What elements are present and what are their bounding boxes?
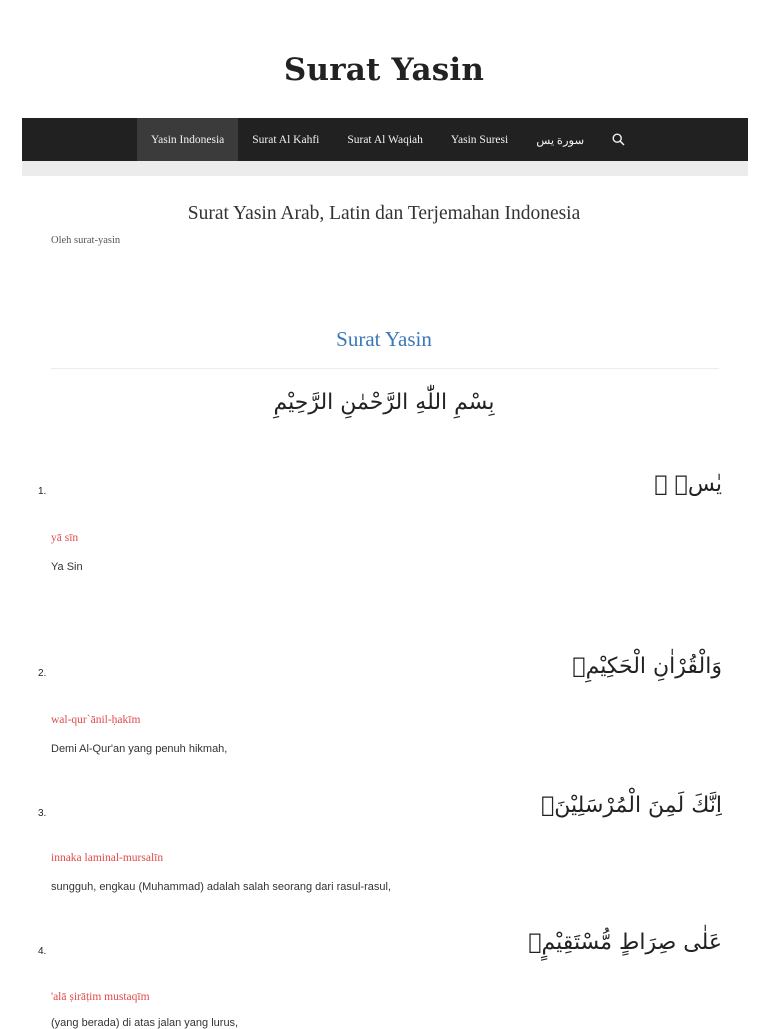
nav-item-yasin-indonesia[interactable]: Yasin Indonesia: [137, 118, 238, 161]
basmala: بِسْمِ اللّٰهِ الرَّحْمٰنِ الرَّحِيْمِ: [273, 390, 495, 415]
search-button[interactable]: [598, 118, 639, 161]
verse-translation: Demi Al-Qur'an yang penuh hikmah,: [51, 743, 228, 755]
verse-number: 3.: [38, 808, 47, 819]
main-navigation: [22, 118, 748, 161]
search-icon: [612, 133, 625, 146]
verse-arabic: وَالْقُرْاٰنِ الْحَكِيْمِۙ: [572, 654, 722, 679]
verse-latin: innaka laminal-mursalīn: [51, 852, 164, 864]
verse-arabic: عَلٰى صِرَاطٍ مُّسْتَقِيْمٍۗ: [528, 930, 722, 955]
nav-item-surah-yasin-arabic[interactable]: سورة يس: [536, 134, 585, 147]
nav-subbar: [22, 161, 748, 176]
nav-item-yasin-suresi[interactable]: Yasin Suresi: [450, 133, 509, 146]
nav-menu: [137, 118, 639, 161]
verse-arabic: يٰسۤ ۚ: [654, 472, 722, 497]
verse-arabic: اِنَّكَ لَمِنَ الْمُرْسَلِيْنَۙ: [541, 793, 722, 818]
verse-latin: yā sīn: [51, 532, 79, 544]
verse-number: 2.: [38, 668, 47, 679]
verse-latin: 'alā ṣirāṭim mustaqīm: [51, 991, 150, 1003]
verse-translation: sungguh, engkau (Muhammad) adalah salah seorang dari rasul-rasul,: [51, 881, 391, 893]
nav-item-surat-al-kahfi[interactable]: Surat Al Kahfi: [252, 133, 320, 146]
verse-translation: (yang berada) di atas jalan yang lurus,: [51, 1017, 239, 1029]
verse-number: 4.: [38, 946, 47, 957]
section-title: Surat Yasin: [336, 327, 432, 351]
verse-translation: Ya Sin: [51, 561, 83, 573]
site-title[interactable]: Surat Yasin: [283, 52, 485, 88]
article-byline: Oleh surat-yasin: [51, 235, 121, 246]
section-divider: [51, 368, 719, 369]
verse-number: 1.: [38, 486, 47, 497]
article-title: Surat Yasin Arab, Latin dan Terjemahan Indonesia: [187, 203, 581, 224]
verse-latin: wal-qur`ānil-ḥakīm: [51, 714, 141, 726]
nav-item-surat-al-waqiah[interactable]: Surat Al Waqiah: [347, 133, 423, 146]
